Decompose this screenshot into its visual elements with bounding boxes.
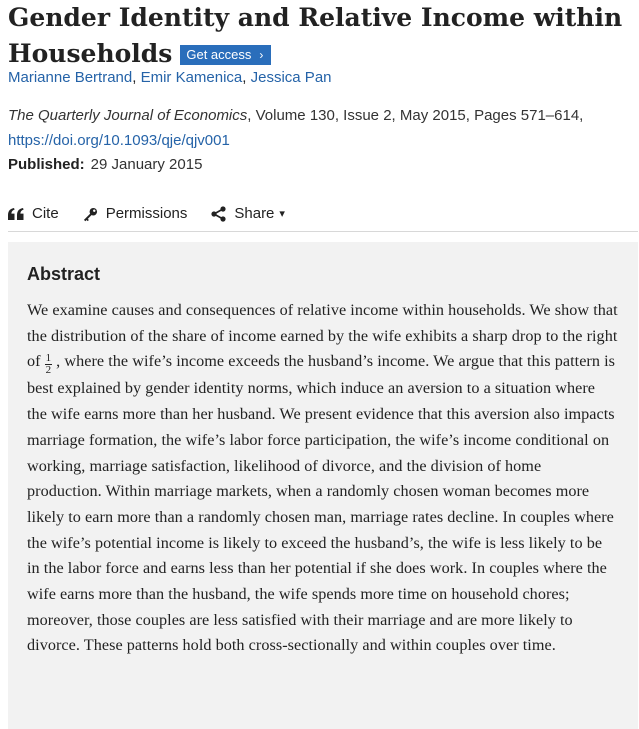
- author-separator: ,: [132, 69, 141, 86]
- author-link[interactable]: Marianne Bertrand: [8, 69, 133, 86]
- abstract-heading: Abstract: [27, 264, 101, 284]
- divider: [8, 231, 638, 232]
- published-date: 29 January 2015: [90, 156, 203, 173]
- author-link[interactable]: Jessica Pan: [250, 69, 332, 86]
- get-access-button[interactable]: [180, 45, 271, 65]
- published-line: [8, 154, 202, 176]
- citation-details: , Volume 130, Issue 2, May 2015, Pages 571–614,: [247, 107, 584, 124]
- abstract-text-part2: , where the wife’s income exceeds the husband’s income. We argue that this pattern is best explained by gender identity norms, which induce an aversion to a situation where the wife earns more than her husband. We present evidence that this aversion also impacts marriage formation, the wife’s labor force participation, the wife’s income conditional on working, marriage satisfaction, likelihood of divorce, and the division of home production. Within marriage markets, when a randomly chosen woman becomes more likely to earn more than a randomly chosen man, marriage rates decline. In couples where the wife’s potential income is likely to exceed the husband’s, the wife is less likely to be in the labor force and earns less than her potential if she does work. In couples where the wife earns more than the husband, the wife spends more time on household chores; moreover, those couples are less satisfied with their marriage and are more likely to divorce. These patterns hold both cross-sectionally and within couples over time.: [27, 352, 616, 655]
- citation-line: [8, 103, 633, 153]
- author-link[interactable]: Emir Kamenica: [140, 69, 243, 86]
- quote-icon: [8, 208, 24, 220]
- share-button[interactable]: [211, 202, 285, 226]
- cite-label: Cite: [32, 205, 59, 222]
- abstract-section: [8, 242, 638, 729]
- get-access-label: Get access: [186, 47, 252, 62]
- fraction-numerator: 1: [45, 352, 52, 365]
- caret-down-icon: ▾: [279, 208, 285, 220]
- abstract-text: [27, 298, 618, 659]
- article-title: [8, 0, 633, 72]
- author-separator: ,: [242, 69, 251, 86]
- key-icon: [83, 207, 98, 222]
- share-icon: [211, 206, 226, 222]
- chevron-right-icon: ›: [259, 48, 264, 62]
- permissions-label: Permissions: [105, 205, 188, 222]
- cite-button[interactable]: [8, 202, 59, 226]
- share-label: Share: [234, 205, 275, 222]
- doi-link[interactable]: https://doi.org/10.1093/qje/qjv001: [8, 132, 230, 149]
- published-label: Published:: [8, 156, 85, 173]
- one-half-fraction: [45, 353, 53, 376]
- permissions-button[interactable]: [83, 202, 188, 226]
- fraction-denominator: 2: [45, 364, 52, 377]
- author-list: [8, 67, 332, 89]
- abstract-text-part1: We examine causes and consequences of relative income within households. We show that the distribution of the share of income earned by the wife exhibits a sharp drop to the right of: [27, 301, 618, 371]
- article-toolbar: [8, 202, 309, 226]
- article-title-text: Gender Identity and Relative Income within Households: [8, 3, 623, 68]
- journal-name: The Quarterly Journal of Economics: [8, 107, 248, 124]
